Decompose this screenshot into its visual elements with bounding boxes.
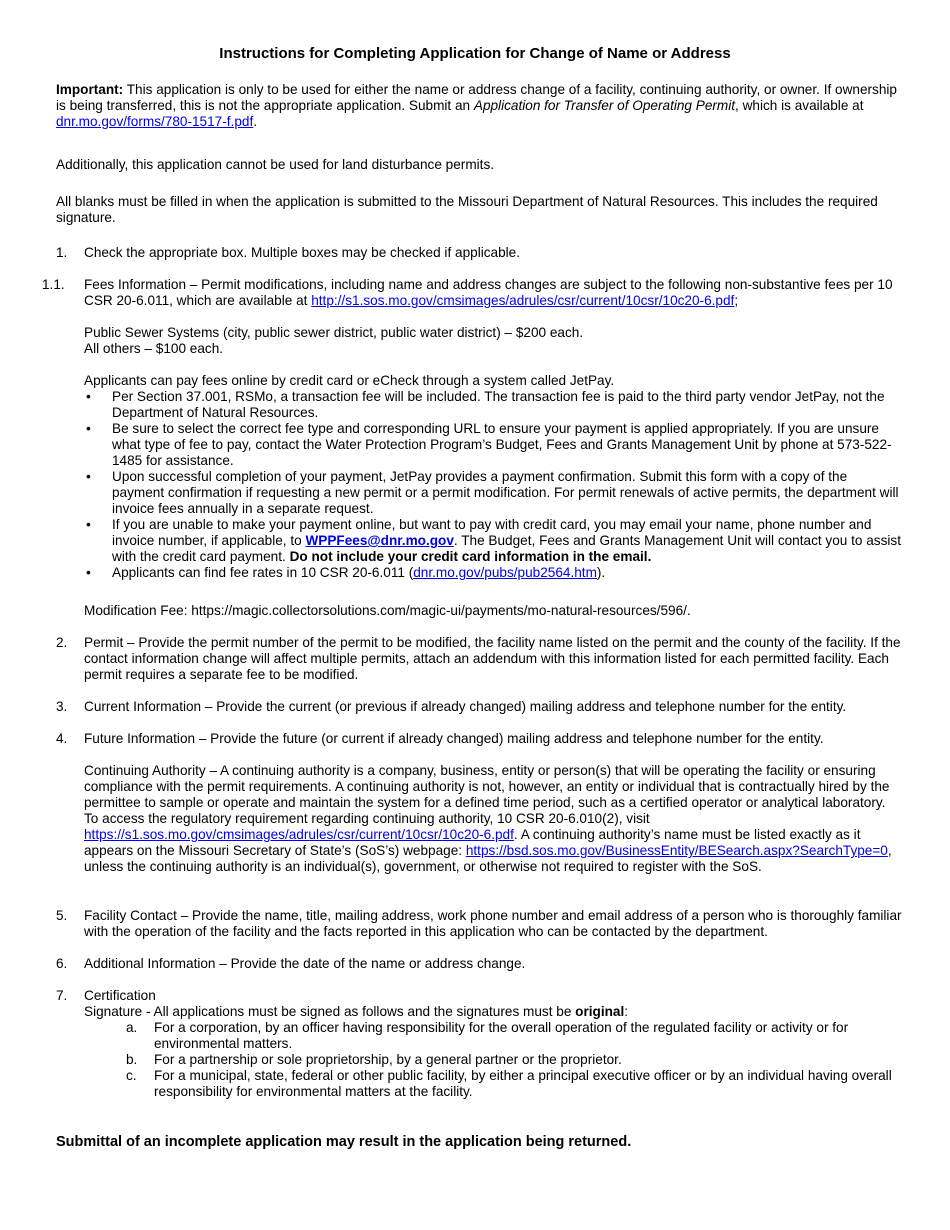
item-1-1-number: 1.1. bbox=[42, 277, 65, 292]
modification-fee-url: Modification Fee: https://magic.collectorsolutions.com/magic-ui/payments/mo-natural-resources/596/. bbox=[84, 603, 691, 618]
signature-colon: : bbox=[624, 1004, 629, 1019]
land-disturbance-note: Additionally, this application cannot be used for land disturbance permits. bbox=[56, 157, 495, 172]
sublist-marker: a. bbox=[126, 1020, 138, 1035]
item-2-number: 2. bbox=[56, 635, 68, 650]
transfer-form-link[interactable]: dnr.mo.gov/forms/780-1517-f.pdf bbox=[56, 114, 254, 129]
bullet-text-continued: . The Budget, Fees and Grants Management Unit will contact you to assist with the credit card payment. bbox=[112, 533, 901, 564]
payment-bullet-list bbox=[84, 389, 902, 581]
wpp-fees-email-link[interactable]: WPPFees@dnr.mo.gov bbox=[305, 533, 454, 548]
signature-original: original bbox=[575, 1004, 625, 1019]
item-7-heading: Certification bbox=[84, 988, 156, 1003]
credit-card-warning: Do not include your credit card information in the email. bbox=[289, 549, 652, 564]
public-sewer-fee: Public Sewer Systems (city, public sewer district, public water district) – $200 each. bbox=[84, 325, 584, 340]
fees-info-text: Fees Information – Permit modifications, including name and address changes are subject to the following non-substantive fees per 10 CSR 20-6.011, which are available at bbox=[84, 277, 893, 308]
item-4-text: Future Information – Provide the future (or current if already changed) mailing address and telephone number for the entity. bbox=[84, 731, 824, 746]
item-3-number: 3. bbox=[56, 699, 68, 714]
item-1-text: Check the appropriate box. Multiple boxes may be checked if applicable. bbox=[84, 245, 521, 260]
bullet-icon: • bbox=[86, 565, 91, 580]
fees-info-after: ; bbox=[734, 293, 739, 308]
list-item bbox=[84, 469, 902, 517]
item-1-number: 1. bbox=[56, 245, 68, 260]
sublist-marker: b. bbox=[126, 1052, 138, 1067]
item-6-text: Additional Information – Provide the date of the name or address change. bbox=[84, 956, 526, 971]
page-title: Instructions for Completing Application for Change of Name or Address bbox=[219, 45, 731, 62]
sublist-text: For a corporation, by an officer having responsibility for the overall operation of the regulated facility or activity or for environmental matters. bbox=[154, 1020, 849, 1051]
item-5-number: 5. bbox=[56, 908, 68, 923]
incomplete-application-warning: Submittal of an incomplete application may result in the application being returned. bbox=[56, 1134, 632, 1150]
fees-regulation-link[interactable]: http://s1.sos.mo.gov/cmsimages/adrules/csr/current/10csr/10c20-6.pdf bbox=[311, 293, 735, 308]
important-label: Important: bbox=[56, 82, 124, 97]
fee-rates-link[interactable]: dnr.mo.gov/pubs/pub2564.htm bbox=[413, 565, 597, 580]
item-2-text: Permit – Provide the permit number of the permit to be modified, the facility name listed on the permit and the county of the facility. If the contact information change will affect multiple permits, attach an addendum with this information listed for each permitted facility. Each permit requires a separate fee to be modified. bbox=[84, 635, 901, 682]
all-blanks-note: All blanks must be filled in when the application is submitted to the Missouri Department of Natural Resources. This includes the required signature. bbox=[56, 194, 878, 225]
bullet-icon: • bbox=[86, 389, 91, 404]
continuing-authority-text-2: . A continuing authority’s name must be listed exactly as it appears on the Missouri Secretary of State’s (SoS’s) webpage: bbox=[84, 827, 861, 858]
important-text-1: This application is only to be used for either the name or address change of a facility, continuing authority, or owner. If ownership is being transferred, this is not the appropriate application. Submit an bbox=[56, 82, 897, 113]
list-item bbox=[84, 517, 902, 565]
sublist-marker: c. bbox=[126, 1068, 137, 1083]
list-item bbox=[84, 1068, 902, 1100]
transfer-application-title: Application for Transfer of Operating Permit bbox=[473, 98, 736, 113]
item-5-text: Facility Contact – Provide the name, title, mailing address, work phone number and email address of a person who is thoroughly familiar with the operation of the facility and the facts reported in this application who can be contacted by the department. bbox=[84, 908, 902, 939]
bullet-text: Upon successful completion of your payment, JetPay provides a payment confirmation. Submit this form with a copy of the payment confirmation if requesting a new permit or a permit modification. For permit renewals of active permits, the department will invoice fees annually in a separate request. bbox=[112, 469, 899, 516]
bullet-icon: • bbox=[86, 421, 91, 436]
item-1-1-text bbox=[84, 277, 902, 309]
bullet-text: Applicants can find fee rates in 10 CSR 20-6.011 ( bbox=[112, 565, 414, 580]
list-item bbox=[84, 1052, 902, 1068]
signature-text: Signature - All applications must be signed as follows and the signatures must be bbox=[84, 1004, 576, 1019]
list-item bbox=[84, 1020, 902, 1052]
bullet-text-end: ). bbox=[596, 565, 606, 580]
sublist-text: For a municipal, state, federal or other public facility, by either a principal executive officer or by an individual having overall responsibility for environmental matters at the facility. bbox=[154, 1068, 892, 1099]
bullet-text: If you are unable to make your payment online, but want to pay with credit card, you may email your name, phone number and invoice number, if applicable, to bbox=[112, 517, 872, 548]
sos-business-search-link[interactable]: https://bsd.sos.mo.gov/BusinessEntity/BESearch.aspx?SearchType=0 bbox=[465, 843, 888, 858]
item-4-number: 4. bbox=[56, 731, 68, 746]
continuing-authority-paragraph bbox=[84, 763, 902, 875]
important-text-2: , which is available at bbox=[735, 98, 864, 113]
bullet-text: Per Section 37.001, RSMo, a transaction fee will be included. The transaction fee is paid to the third party vendor JetPay, not the Department of Natural Resources. bbox=[112, 389, 885, 420]
jetpay-intro: Applicants can pay fees online by credit card or eCheck through a system called JetPay. bbox=[84, 373, 615, 388]
important-paragraph bbox=[56, 82, 906, 130]
continuing-authority-text-3: , unless the continuing authority is an individual(s), government, or otherwise not required to register with the SoS. bbox=[84, 843, 892, 874]
bullet-text: Be sure to select the correct fee type and corresponding URL to ensure your payment is applied appropriately. If you are unsure what type of fee to pay, contact the Water Protection Program’s Budget, Fees and Grants Management Unit by phone at 573-522-1485 for assistance. bbox=[112, 421, 892, 468]
all-others-fee: All others – $100 each. bbox=[84, 341, 224, 356]
item-6-number: 6. bbox=[56, 956, 68, 971]
signature-sublist bbox=[84, 1020, 902, 1100]
list-item bbox=[84, 421, 902, 469]
important-text-3: . bbox=[253, 114, 257, 129]
item-7-number: 7. bbox=[56, 988, 68, 1003]
bullet-icon: • bbox=[86, 469, 91, 484]
list-item bbox=[84, 389, 902, 421]
signature-requirement bbox=[84, 1004, 902, 1020]
sublist-text: For a partnership or sole proprietorship, by a general partner or the proprietor. bbox=[154, 1052, 622, 1067]
continuing-authority-text-1: Continuing Authority – A continuing authority is a company, business, entity or person(s) that will be operating the facility or ensuring compliance with the permit requirements. A continuing authority is not, however, an entity or individual that is contractually hired by the permittee to sample or operate and maintain the system for a defined time period, such as a certified operator or analytical laboratory. To access the regulatory requirement regarding continuing authority, 10 CSR 20-6.010(2), visit bbox=[84, 763, 890, 826]
bullet-icon: • bbox=[86, 517, 91, 532]
continuing-authority-regulation-link[interactable]: https://s1.sos.mo.gov/cmsimages/adrules/csr/current/10csr/10c20-6.pdf bbox=[84, 827, 514, 842]
list-item bbox=[84, 565, 902, 581]
item-3-text: Current Information – Provide the current (or previous if already changed) mailing address and telephone number for the entity. bbox=[84, 699, 847, 714]
